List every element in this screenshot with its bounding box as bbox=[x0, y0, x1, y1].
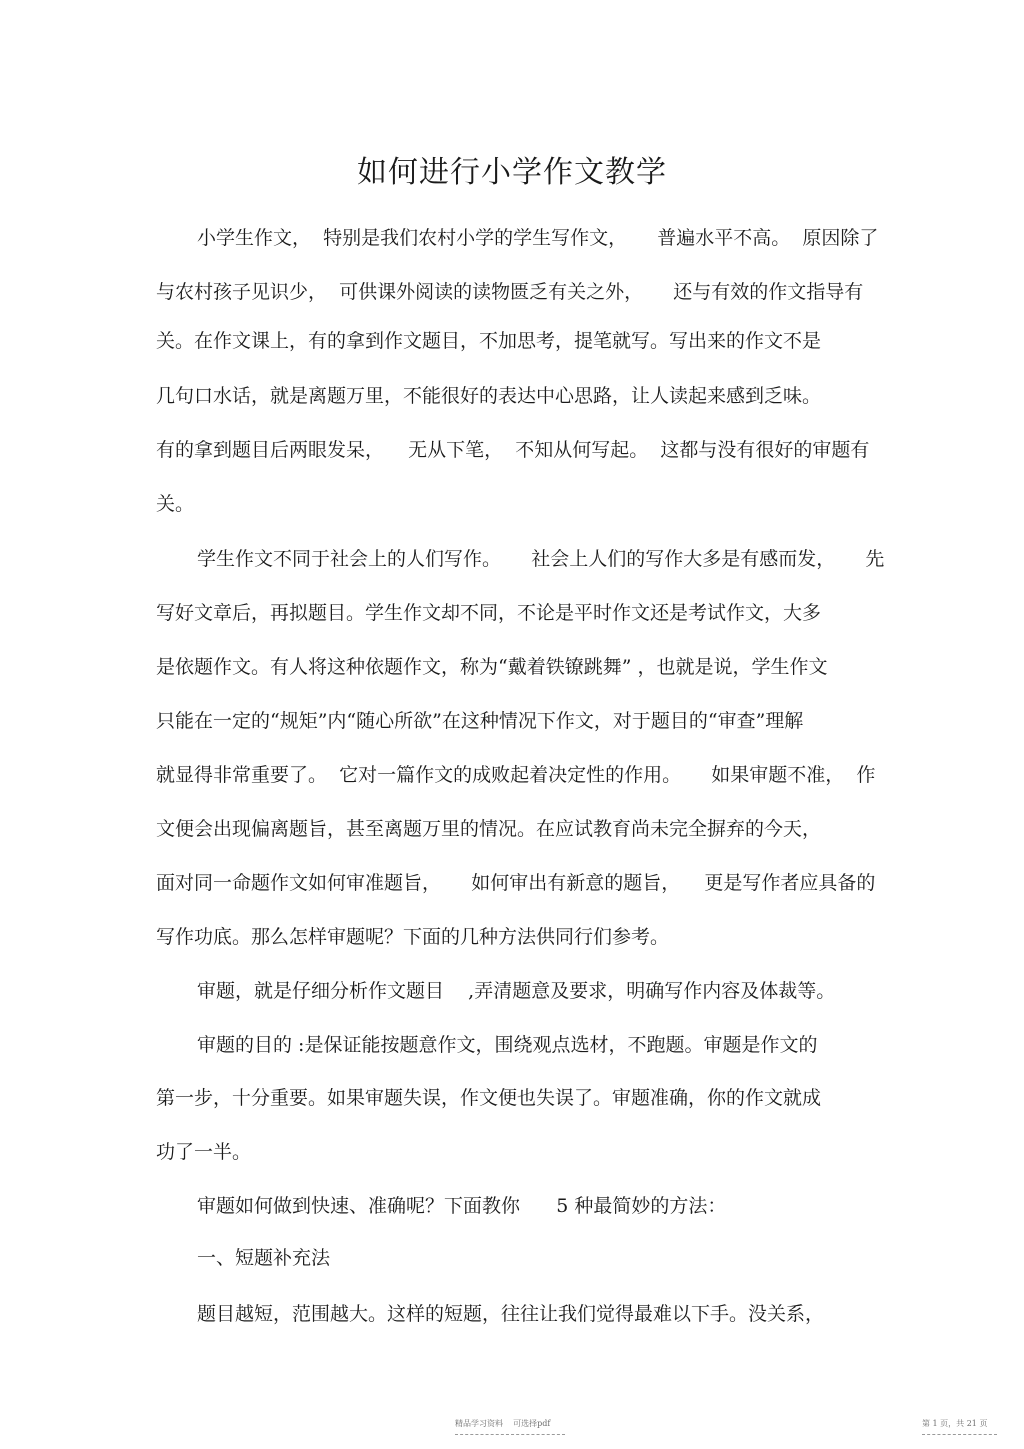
body-line: 审题的目的 :是保证能按题意作文，围绕观点选材，不跑题。审题是作文的 bbox=[197, 1034, 818, 1056]
footer-divider bbox=[922, 1434, 997, 1435]
body-line: 审题如何做到快速、准确呢？下面教你 5 种最简妙的方法： bbox=[197, 1195, 727, 1217]
body-line: 有的拿到题目后两眼发呆， 无从下笔， 不知从何写起。 这都与没有很好的审题有 bbox=[156, 439, 870, 461]
page-number: 第 1 页，共 21 页 bbox=[922, 1419, 988, 1428]
section-heading: 一、短题补充法 bbox=[197, 1247, 331, 1269]
body-line: 文便会出现偏离题旨，甚至离题万里的情况。在应试教育尚未完全摒弃的今天， bbox=[156, 818, 822, 840]
document-title: 如何进行小学作文教学 bbox=[357, 155, 667, 190]
body-line: 关。在作文课上，有的拿到作文题目，不加思考，提笔就写。写出来的作文不是 bbox=[156, 330, 822, 352]
footer-watermark: 精品学习资料 可选择pdf bbox=[455, 1419, 551, 1428]
body-line: 功了一半。 bbox=[156, 1141, 252, 1163]
body-line: 只能在一定的“规矩”内“随心所欲”在这种情况下作文，对于题目的“审查”理解 bbox=[156, 710, 804, 732]
body-line: 写好文章后，再拟题目。学生作文却不同，不论是平时作文还是考试作文，大多 bbox=[156, 602, 822, 624]
body-line: 审题，就是仔细分析作文题目 ,弄清题意及要求，明确写作内容及体裁等。 bbox=[197, 980, 836, 1002]
body-line: 与农村孩子见识少， 可供课外阅读的读物匮乏有关之外， 还与有效的作文指导有 bbox=[156, 281, 864, 303]
body-line: 小学生作文， 特别是我们农村小学的学生写作文， 普遍水平不高。 原因除了 bbox=[197, 227, 879, 249]
body-line: 第一步，十分重要。如果审题失误，作文便也失误了。审题准确，你的作文就成 bbox=[156, 1087, 822, 1109]
body-line: 就显得非常重要了。 它对一篇作文的成败起着决定性的作用。 如果审题不准， 作 bbox=[156, 764, 876, 786]
body-line: 面对同一命题作文如何审准题旨， 如何审出有新意的题旨， 更是写作者应具备的 bbox=[156, 872, 876, 894]
body-line: 写作功底。那么怎样审题呢？下面的几种方法供同行们参考。 bbox=[156, 926, 670, 948]
body-line: 是依题作文。有人将这种依题作文，称为“戴着铁镣跳舞” ，也就是说，学生作文 bbox=[156, 656, 828, 678]
body-line: 题目越短，范围越大。这样的短题，往往让我们觉得最难以下手。没关系， bbox=[197, 1303, 825, 1325]
footer-divider bbox=[455, 1434, 565, 1435]
body-line: 学生作文不同于社会上的人们写作。 社会上人们的写作大多是有感而发， 先 bbox=[197, 548, 885, 570]
body-line: 几句口水话，就是离题万里，不能很好的表达中心思路，让人读起来感到乏味。 bbox=[156, 385, 822, 407]
body-line: 关。 bbox=[156, 493, 195, 515]
